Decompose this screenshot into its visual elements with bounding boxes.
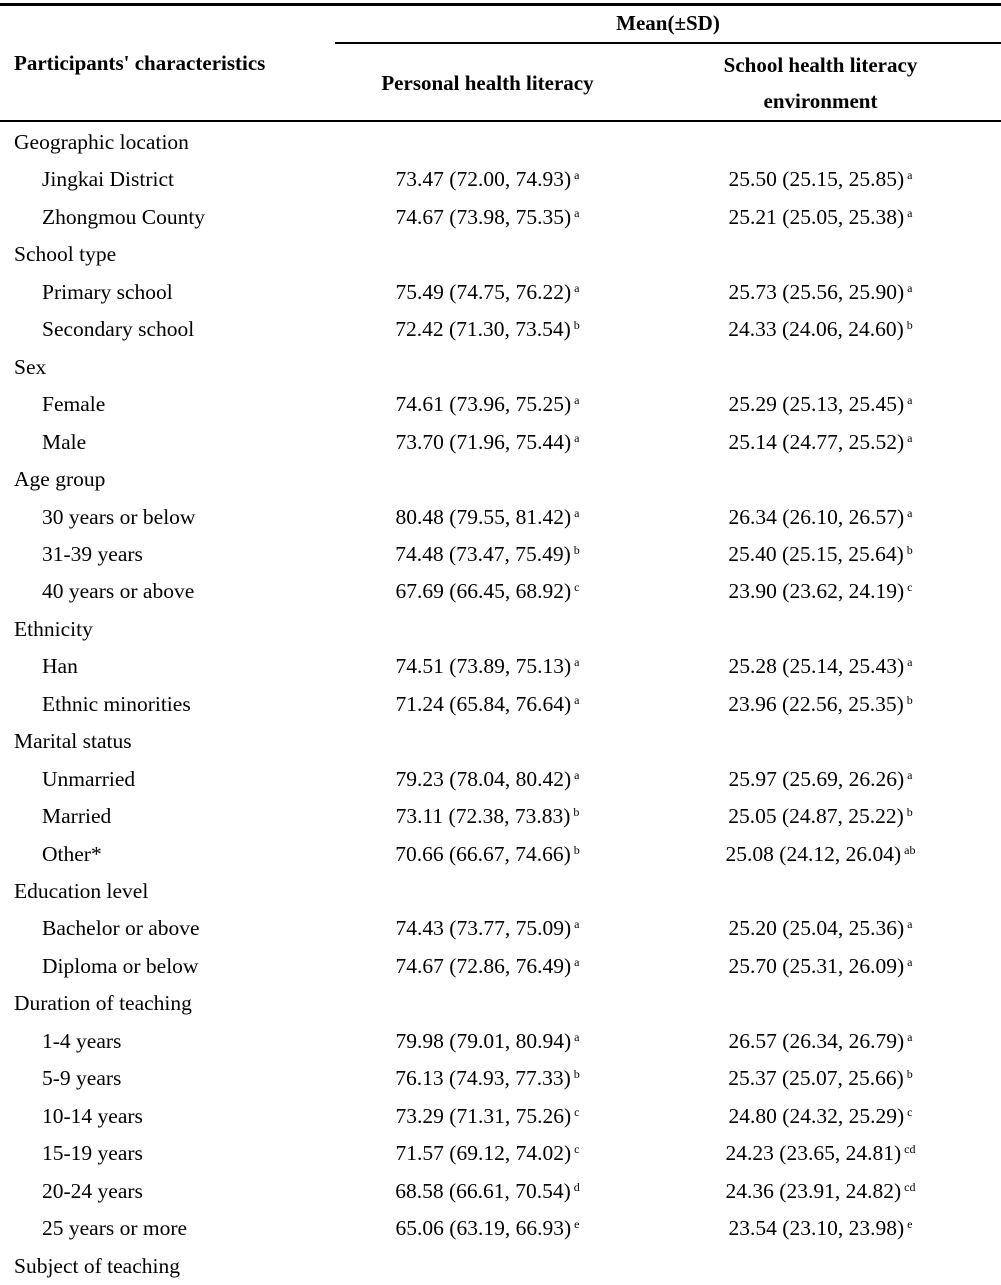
significance-superscript: a <box>907 655 913 670</box>
row-label: 40 years or above <box>42 579 195 604</box>
school-environment-cell <box>640 1104 1001 1129</box>
table-row <box>0 648 1001 685</box>
significance-superscript: a <box>907 205 913 220</box>
significance-superscript: c <box>574 1142 580 1157</box>
mean-ci-value: 24.36 (23.91, 24.82) <box>725 1178 902 1203</box>
table-row <box>0 1210 1001 1247</box>
row-label: Secondary school <box>42 317 195 342</box>
group-label: Marital status <box>14 729 132 754</box>
mean-group-rule <box>335 42 1001 44</box>
mean-ci-value: 73.70 (71.96, 75.44) <box>395 429 572 454</box>
significance-superscript: a <box>574 505 580 520</box>
mean-ci-value: 71.24 (65.84, 76.64) <box>395 691 572 716</box>
significance-superscript: a <box>907 168 913 183</box>
mean-ci-value: 80.48 (79.55, 81.42) <box>395 504 572 529</box>
mean-ci-value: 25.21 (25.05, 25.38) <box>728 204 905 229</box>
personal-health-literacy-cell <box>335 1141 640 1166</box>
mean-ci-value: 70.66 (66.67, 74.66) <box>395 841 571 866</box>
group-row <box>0 985 1001 1022</box>
significance-superscript: b <box>573 1067 580 1082</box>
table-row <box>0 199 1001 236</box>
row-label: 10-14 years <box>42 1103 143 1128</box>
group-row <box>0 236 1001 273</box>
personal-health-literacy-cell <box>335 205 640 230</box>
school-environment-cell <box>640 1029 1001 1054</box>
header-school-line2: environment <box>763 89 878 113</box>
table-row <box>0 573 1001 610</box>
school-environment-cell <box>640 804 1001 829</box>
group-label: Sex <box>14 354 47 379</box>
personal-health-literacy-cell <box>335 579 640 604</box>
mean-ci-value: 74.51 (73.89, 75.13) <box>395 654 572 679</box>
mean-ci-value: 24.33 (24.06, 24.60) <box>728 317 904 342</box>
mean-ci-value: 65.06 (63.19, 66.93) <box>395 1216 572 1241</box>
personal-health-literacy-cell <box>335 1179 640 1204</box>
row-label: Jingkai District <box>42 167 174 192</box>
table-row <box>0 761 1001 798</box>
significance-superscript: b <box>906 318 913 333</box>
mean-ci-value: 25.29 (25.13, 25.45) <box>728 392 905 417</box>
personal-health-literacy-cell <box>335 167 640 192</box>
school-environment-cell <box>640 430 1001 455</box>
personal-health-literacy-cell <box>335 505 640 530</box>
personal-health-literacy-cell <box>335 1066 640 1091</box>
school-environment-cell <box>640 842 1001 867</box>
mean-ci-value: 23.54 (23.10, 23.98) <box>728 1216 905 1241</box>
group-row <box>0 124 1001 161</box>
mean-ci-value: 25.20 (25.04, 25.36) <box>728 916 905 941</box>
significance-superscript: a <box>574 767 580 782</box>
table-row <box>0 161 1001 198</box>
mean-ci-value: 25.70 (25.31, 26.09) <box>728 953 905 978</box>
group-row <box>0 349 1001 386</box>
personal-health-literacy-cell <box>335 317 640 342</box>
personal-health-literacy-cell <box>335 1029 640 1054</box>
mean-ci-value: 23.90 (23.62, 24.19) <box>728 579 905 604</box>
school-environment-cell <box>640 1066 1001 1091</box>
significance-superscript: b <box>573 542 580 557</box>
significance-superscript: a <box>574 917 580 932</box>
personal-health-literacy-cell <box>335 767 640 792</box>
mean-ci-value: 25.14 (24.77, 25.52) <box>728 429 905 454</box>
table-row <box>0 536 1001 573</box>
mean-ci-value: 75.49 (74.75, 76.22) <box>395 279 572 304</box>
table-top-rule <box>0 3 1001 6</box>
table-row <box>0 386 1001 423</box>
significance-superscript: e <box>907 1217 913 1232</box>
significance-superscript: a <box>574 168 580 183</box>
significance-superscript: b <box>573 842 580 857</box>
personal-health-literacy-cell <box>335 654 640 679</box>
significance-superscript: a <box>574 692 580 707</box>
significance-superscript: a <box>574 954 580 969</box>
row-label: Bachelor or above <box>42 916 200 941</box>
mean-ci-value: 25.40 (25.15, 25.64) <box>728 541 904 566</box>
table-row <box>0 948 1001 985</box>
significance-superscript: a <box>907 954 913 969</box>
group-label: Ethnicity <box>14 616 93 641</box>
significance-superscript: a <box>907 393 913 408</box>
table-row <box>0 1060 1001 1097</box>
row-label: Diploma or below <box>42 953 199 978</box>
row-label: 20-24 years <box>42 1178 143 1203</box>
group-row <box>0 1248 1001 1285</box>
row-label: Male <box>42 429 87 454</box>
significance-superscript: c <box>907 1104 913 1119</box>
significance-superscript: c <box>574 580 580 595</box>
mean-ci-value: 79.23 (78.04, 80.42) <box>395 766 572 791</box>
mean-ci-value: 68.58 (66.61, 70.54) <box>395 1178 571 1203</box>
school-environment-cell <box>640 1141 1001 1166</box>
significance-superscript: b <box>906 692 913 707</box>
mean-ci-value: 24.23 (23.65, 24.81) <box>725 1141 902 1166</box>
table-row <box>0 1173 1001 1210</box>
significance-superscript: b <box>906 805 913 820</box>
mean-ci-value: 74.67 (72.86, 76.49) <box>395 953 572 978</box>
school-environment-cell <box>640 392 1001 417</box>
school-environment-cell <box>640 280 1001 305</box>
significance-superscript: a <box>907 505 913 520</box>
mean-ci-value: 25.08 (24.12, 26.04) <box>725 841 902 866</box>
table-row <box>0 274 1001 311</box>
school-environment-cell <box>640 1216 1001 1241</box>
mean-ci-value: 23.96 (22.56, 25.35) <box>728 691 904 716</box>
group-row <box>0 461 1001 498</box>
mean-ci-value: 79.98 (79.01, 80.94) <box>395 1028 572 1053</box>
mean-ci-value: 74.43 (73.77, 75.09) <box>395 916 572 941</box>
personal-health-literacy-cell <box>335 280 640 305</box>
significance-superscript: a <box>574 655 580 670</box>
header-school-line1: School health literacy <box>723 53 918 77</box>
personal-health-literacy-cell <box>335 1216 640 1241</box>
school-environment-cell <box>640 916 1001 941</box>
row-label: Female <box>42 392 106 417</box>
personal-health-literacy-cell <box>335 392 640 417</box>
table-row <box>0 836 1001 873</box>
school-environment-cell <box>640 317 1001 342</box>
school-environment-cell <box>640 767 1001 792</box>
row-label: 1-4 years <box>42 1028 122 1053</box>
school-environment-cell <box>640 954 1001 979</box>
row-label: Han <box>42 654 78 679</box>
group-label: Duration of teaching <box>14 991 192 1016</box>
table-row <box>0 686 1001 723</box>
table-row <box>0 1023 1001 1060</box>
school-environment-cell <box>640 167 1001 192</box>
significance-superscript: a <box>574 1029 580 1044</box>
row-label: Unmarried <box>42 766 136 791</box>
mean-ci-value: 73.47 (72.00, 74.93) <box>395 167 572 192</box>
mean-ci-value: 73.29 (71.31, 75.26) <box>395 1103 572 1128</box>
significance-superscript: c <box>907 580 913 595</box>
group-label: Geographic location <box>14 130 189 154</box>
school-environment-cell <box>640 542 1001 567</box>
school-environment-cell <box>640 505 1001 530</box>
personal-health-literacy-cell <box>335 804 640 829</box>
significance-superscript: d <box>573 1179 580 1194</box>
mean-ci-value: 74.67 (73.98, 75.35) <box>395 204 572 229</box>
header-personal-health-literacy: Personal health literacy <box>381 71 594 95</box>
group-label: Age group <box>14 467 106 492</box>
table-row <box>0 499 1001 536</box>
personal-health-literacy-cell <box>335 842 640 867</box>
significance-superscript: e <box>574 1217 580 1232</box>
row-label: Ethnic minorities <box>42 691 191 716</box>
mean-ci-value: 26.57 (26.34, 26.79) <box>728 1028 905 1053</box>
table-row <box>0 1135 1001 1172</box>
mean-ci-value: 25.05 (24.87, 25.22) <box>728 804 904 829</box>
row-label: Other* <box>42 841 102 866</box>
mean-ci-value: 25.97 (25.69, 26.26) <box>728 766 905 791</box>
personal-health-literacy-cell <box>335 542 640 567</box>
significance-superscript: b <box>906 542 913 557</box>
group-label: Education level <box>14 879 149 903</box>
mean-ci-value: 25.28 (25.14, 25.43) <box>728 654 905 679</box>
header-school-health-literacy <box>640 50 1001 116</box>
row-label: 5-9 years <box>42 1066 122 1091</box>
mean-ci-value: 72.42 (71.30, 73.54) <box>395 317 571 342</box>
mean-ci-value: 73.11 (72.38, 73.83) <box>395 804 571 829</box>
row-label: 25 years or more <box>42 1216 188 1241</box>
school-environment-cell <box>640 205 1001 230</box>
significance-superscript: cd <box>904 1142 916 1157</box>
significance-superscript: cd <box>904 1179 916 1194</box>
row-label: Married <box>42 804 112 829</box>
group-row <box>0 723 1001 760</box>
significance-superscript: b <box>573 805 580 820</box>
group-row <box>0 611 1001 648</box>
row-label: 31-39 years <box>42 541 143 566</box>
header-mean-group: Mean(±SD) <box>616 11 720 35</box>
personal-health-literacy-cell <box>335 916 640 941</box>
significance-superscript: a <box>574 430 580 445</box>
significance-superscript: c <box>574 1104 580 1119</box>
school-environment-cell <box>640 692 1001 717</box>
significance-superscript: a <box>574 205 580 220</box>
table-row <box>0 910 1001 947</box>
header-characteristics: Participants' characteristics <box>14 51 266 75</box>
row-label: 30 years or below <box>42 504 196 529</box>
mean-ci-value: 26.34 (26.10, 26.57) <box>728 504 905 529</box>
mean-ci-value: 67.69 (66.45, 68.92) <box>395 579 572 604</box>
significance-superscript: a <box>574 280 580 295</box>
personal-health-literacy-cell <box>335 954 640 979</box>
row-label: Zhongmou County <box>42 204 206 229</box>
header-bottom-rule <box>0 120 1001 122</box>
mean-ci-value: 74.61 (73.96, 75.25) <box>395 392 572 417</box>
personal-health-literacy-cell <box>335 1104 640 1129</box>
significance-superscript: a <box>907 430 913 445</box>
school-environment-cell <box>640 1179 1001 1204</box>
significance-superscript: a <box>907 767 913 782</box>
significance-superscript: b <box>906 1067 913 1082</box>
row-label: Primary school <box>42 279 173 304</box>
mean-ci-value: 25.73 (25.56, 25.90) <box>728 279 905 304</box>
mean-ci-value: 71.57 (69.12, 74.02) <box>395 1141 572 1166</box>
personal-health-literacy-cell <box>335 430 640 455</box>
significance-superscript: ab <box>904 842 916 857</box>
mean-ci-value: 76.13 (74.93, 77.33) <box>395 1066 571 1091</box>
table-row <box>0 798 1001 835</box>
mean-ci-value: 74.48 (73.47, 75.49) <box>395 541 571 566</box>
table-row <box>0 1098 1001 1135</box>
significance-superscript: a <box>907 917 913 932</box>
mean-ci-value: 24.80 (24.32, 25.29) <box>728 1103 905 1128</box>
significance-superscript: b <box>573 318 580 333</box>
table-row <box>0 311 1001 348</box>
significance-superscript: a <box>907 1029 913 1044</box>
row-label: 15-19 years <box>42 1141 143 1166</box>
significance-superscript: a <box>907 280 913 295</box>
school-environment-cell <box>640 579 1001 604</box>
table-row <box>0 424 1001 461</box>
group-label: Subject of teaching <box>14 1253 180 1278</box>
mean-ci-value: 25.50 (25.15, 25.85) <box>728 167 905 192</box>
personal-health-literacy-cell <box>335 692 640 717</box>
significance-superscript: a <box>574 393 580 408</box>
group-label: School type <box>14 242 117 267</box>
mean-ci-value: 25.37 (25.07, 25.66) <box>728 1066 904 1091</box>
school-environment-cell <box>640 654 1001 679</box>
group-row <box>0 873 1001 910</box>
